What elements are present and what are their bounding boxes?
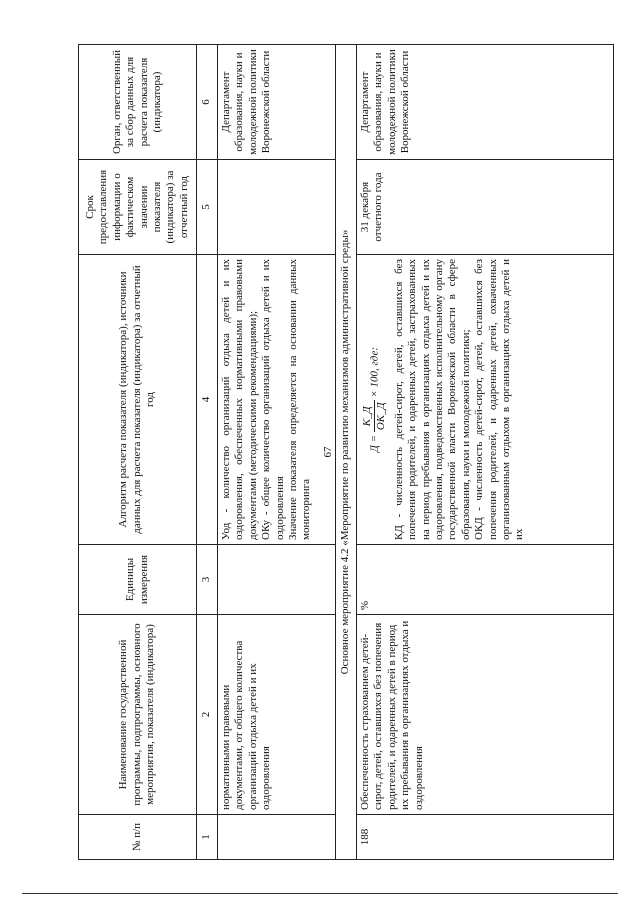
row-number-cell — [218, 815, 336, 860]
row-name-cell: Обеспеченность страхованием детей-сирот, детей, оставшихся без попечения родителей, и одаренных детей в период их пребывания в организациях отдыха и оздоровления — [357, 615, 614, 815]
formula — [361, 259, 389, 540]
column-number: 3 — [197, 545, 218, 615]
row-deadline-cell: 31 декабря отчетного года — [357, 160, 614, 255]
header-deadline: Срок предоставления информации о фактическом значении показателя (индикатора) за отчетный год — [79, 160, 197, 255]
algorithm-line: Значение показателя определяется на основании данных мониторинга — [287, 259, 313, 540]
page-bottom-rule — [22, 893, 618, 894]
header-name: Наименование государственной программы, подпрограммы, основного мероприятия, показателя (индикатора) — [79, 615, 197, 815]
table-row-188 — [357, 45, 614, 860]
row-unit-cell — [218, 545, 336, 615]
header-unit: Единицы измерения — [79, 545, 197, 615]
column-number: 5 — [197, 160, 218, 255]
row-algorithm-cell — [218, 255, 336, 545]
section-title: Основное мероприятие 4.2 «Мероприятие по развитию механизмов административной среды» — [336, 45, 357, 860]
page-number: 67 — [322, 446, 334, 458]
algorithm-line: ОКу - общее количество организаций отдыха детей и их оздоровления — [260, 259, 286, 540]
formula-tail: × 100, где: — [368, 346, 381, 398]
formula-denominator: ОК_Д — [375, 402, 388, 431]
column-number: 1 — [197, 815, 218, 860]
header-algorithm: Алгоритм расчета показателя (индикатора), источники данных для расчета показателя (индикатора) за отчетный год — [79, 255, 197, 545]
row-number-cell: 188 — [357, 815, 614, 860]
algorithm-line: КД - численность детей-сирот, детей, оставшихся без попечения родителей, и одаренных детей, застрахованных на период пребывания в организациях отдыха детей и их оздоровления, подведомственных исполнительному органу государственной власти Воронежской области в сфере образования, науки и молодежной политики; — [392, 259, 472, 540]
indicator-table — [78, 44, 614, 860]
formula-lhs: Д = — [368, 434, 381, 453]
algorithm-line: ОКД - численность детей-сирот, детей, оставшихся без попечения родителей, и одаренных детей, охваченных организованным отдыхом в организациях отдыха детей и их — [473, 259, 526, 540]
section-row — [336, 45, 357, 860]
formula-numerator: К_Д — [361, 400, 375, 432]
header-row — [79, 45, 197, 860]
column-number: 6 — [197, 45, 218, 160]
formula-fraction — [361, 400, 389, 432]
header-number: № п/п — [79, 815, 197, 860]
row-unit-cell: % — [357, 545, 614, 615]
row-responsible-cell: Департамент образования, науки и молодежной политики Воронежской области — [218, 45, 336, 160]
landscape-page-content — [78, 45, 614, 860]
rotated-table-wrapper — [78, 45, 614, 860]
row-algorithm-cell — [357, 255, 614, 545]
column-number: 4 — [197, 255, 218, 545]
header-responsible: Орган, ответственный за сбор данных для расчета показателя (индикатора) — [79, 45, 197, 160]
row-deadline-cell — [218, 160, 336, 255]
algorithm-line: Уод - количество организаций отдыха детей и их оздоровления, обеспеченных нормативными правовыми документами (методическими рекомендациями); — [220, 259, 259, 540]
table-row-continued — [218, 45, 336, 860]
row-responsible-cell: Департамент образования, науки и молодежной политики Воронежской области — [357, 45, 614, 160]
row-name-cell: нормативными правовыми документами, от общего количества организаций отдыха детей и их оздоровления — [218, 615, 336, 815]
column-number: 2 — [197, 615, 218, 815]
column-number-row — [197, 45, 218, 860]
